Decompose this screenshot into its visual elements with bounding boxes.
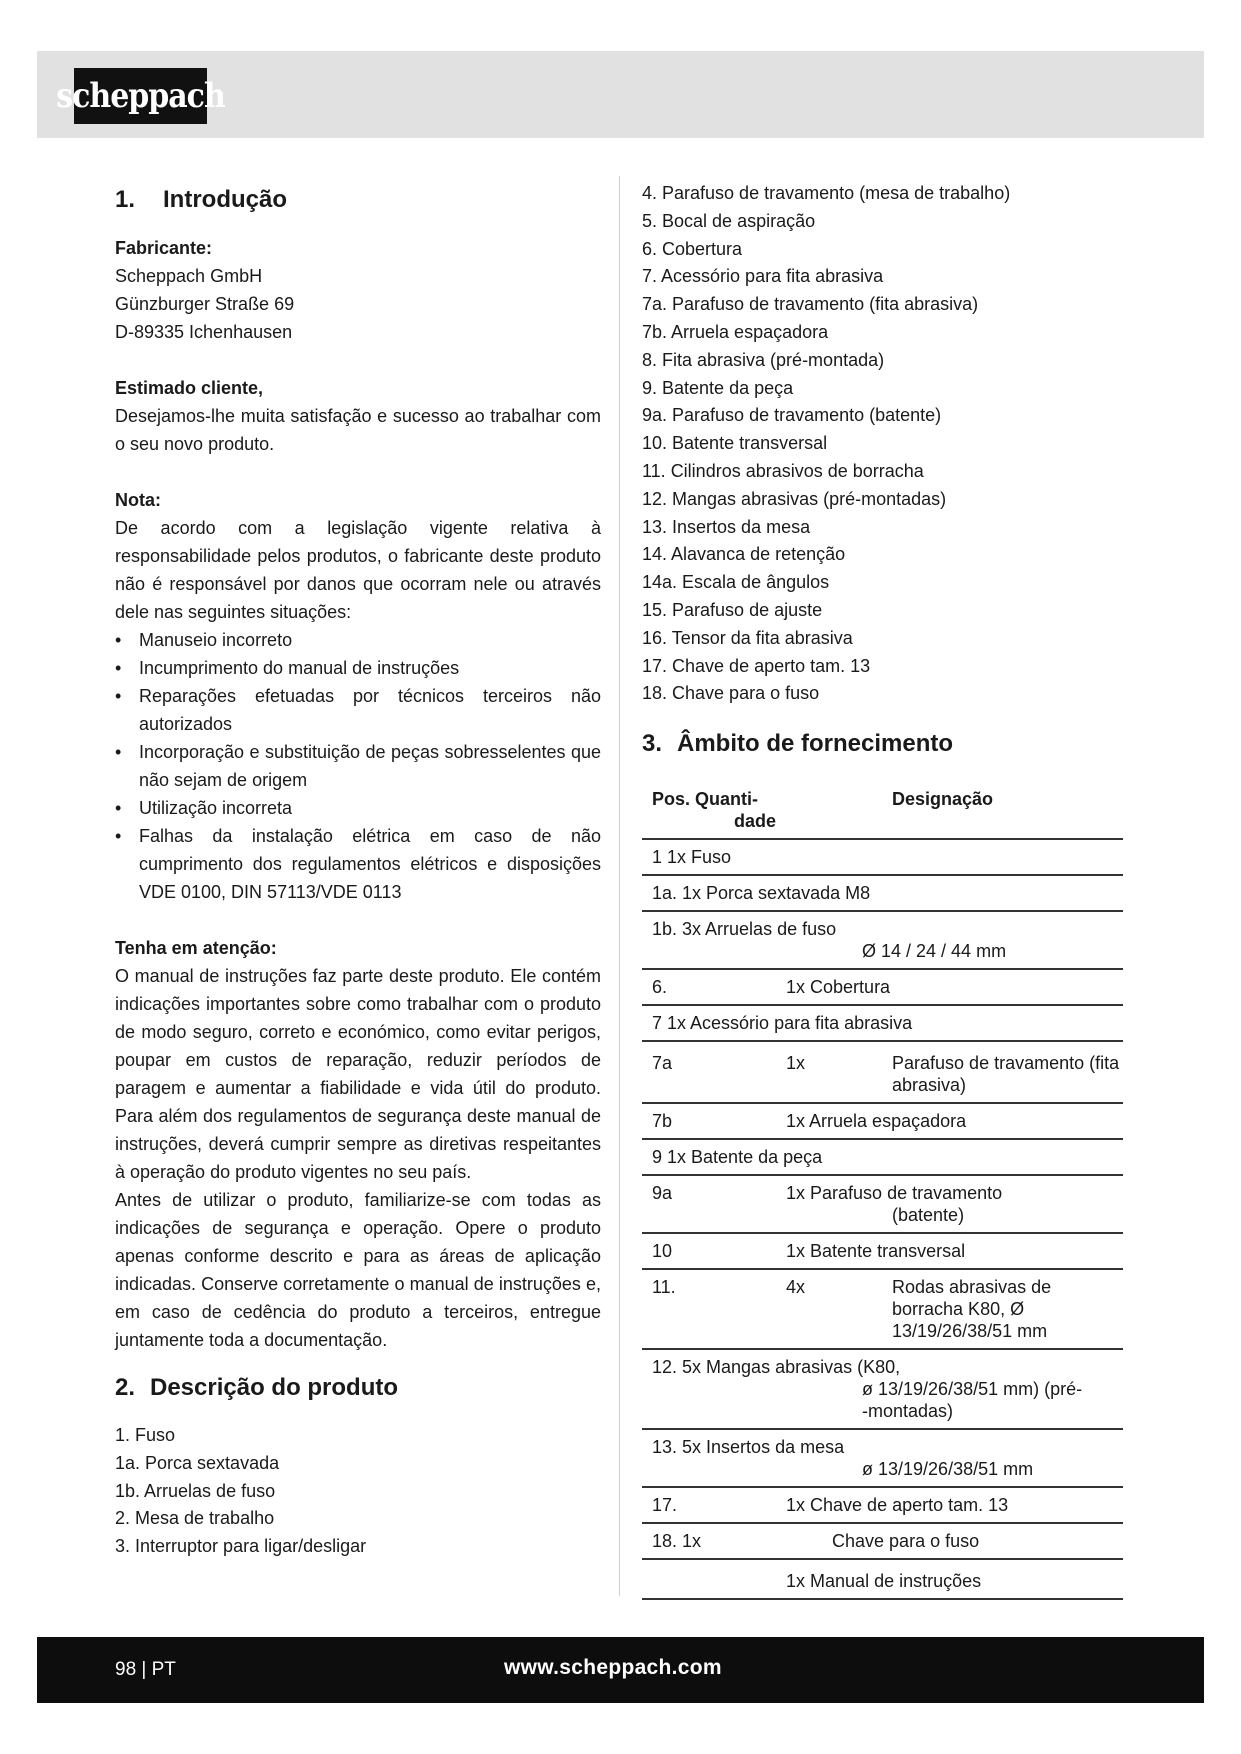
dear-customer-text: Desejamos-lhe muita satisfação e sucesso ao trabalhar com o seu novo produto. bbox=[115, 406, 601, 454]
part-item: 12. Mangas abrasivas (pré-montadas) bbox=[642, 488, 947, 509]
table-row: 11. 4x Rodas abrasivas de borracha K80, Ø 13/19/26/38/51 mm bbox=[642, 1269, 1123, 1349]
part-item: 14. Alavanca de retenção bbox=[642, 544, 846, 565]
part-item: 5. Bocal de aspiração bbox=[642, 210, 816, 231]
part-item: 6. Cobertura bbox=[642, 238, 743, 259]
column-divider bbox=[619, 176, 620, 1596]
attention-text: O manual de instruções faz parte deste produto. Ele contém indicações importantes sobre como trabalhar com o produto de modo seguro, correto e económico, como evitar perigos, poupar em custos de reparação, reduzir períodos de paragem e aumentar a fiabilidade e vida útil do produto. Para além dos regulamentos de segurança deste manual de instruções, deverá cumprir sempre as diretivas respeitantes à operação do produto vigentes no seu país. bbox=[115, 966, 601, 1182]
page-number: 98 | PT bbox=[115, 1659, 176, 1680]
manufacturer-line: Günzburger Straße 69 bbox=[115, 294, 295, 314]
part-item: 1. Fuso bbox=[115, 1425, 176, 1445]
website-link[interactable]: www.scheppach.com bbox=[504, 1656, 722, 1679]
manufacturer-line: Scheppach GmbH bbox=[115, 266, 263, 286]
part-item: 1a. Porca sextavada bbox=[115, 1452, 280, 1473]
table-row: 12. 5x Mangas abrasivas (K80, ø 13/19/26/38/51 mm) (pré- -montadas) bbox=[642, 1349, 1123, 1429]
part-item: 8. Fita abrasiva (pré-montada) bbox=[642, 349, 885, 370]
right-column bbox=[642, 180, 1123, 1600]
part-item: 9a. Parafuso de travamento (batente) bbox=[642, 405, 942, 426]
note-label: Nota: bbox=[115, 490, 161, 510]
table-row: 18. 1x Chave para o fuso bbox=[642, 1523, 1123, 1559]
part-item: 3. Interruptor para ligar/desligar bbox=[115, 1536, 367, 1557]
description-heading: 2. Descrição do produto bbox=[115, 1374, 399, 1401]
table-row: 10 1x Batente transversal bbox=[642, 1233, 1123, 1269]
part-item: 1b. Arruelas de fuso bbox=[115, 1480, 276, 1501]
table-row: 1 1x Fuso bbox=[642, 839, 1123, 875]
column-header-designation: Designação bbox=[892, 789, 994, 810]
bullet-item: • Utilização incorreta bbox=[115, 794, 601, 822]
table-row: 7a 1x Parafuso de travamento (fita abrasiva) bbox=[642, 1041, 1123, 1103]
part-item: 18. Chave para o fuso bbox=[642, 683, 820, 704]
header-bar bbox=[37, 51, 1204, 138]
table-row: 1x Manual de instruções bbox=[642, 1559, 1123, 1599]
table-row: 1a. 1x Porca sextavada M8 bbox=[642, 875, 1123, 911]
part-item: 16. Tensor da fita abrasiva bbox=[642, 627, 853, 648]
table-row: 9 1x Batente da peça bbox=[642, 1139, 1123, 1175]
part-item: 9. Batente da peça bbox=[642, 377, 794, 398]
attention-label: Tenha em atenção: bbox=[115, 938, 277, 958]
table-row: 1b. 3x Arruelas de fuso Ø 14 / 24 / 44 mm bbox=[642, 911, 1123, 969]
intro-heading: 1. Introdução bbox=[115, 186, 287, 213]
part-item: 7b. Arruela espaçadora bbox=[642, 321, 829, 342]
manufacturer-line: D-89335 Ichenhausen bbox=[115, 322, 293, 342]
part-item: 17. Chave de aperto tam. 13 bbox=[642, 655, 871, 676]
table-row: 17. 1x Chave de aperto tam. 13 bbox=[642, 1487, 1123, 1523]
table-row: 13. 5x Insertos da mesa ø 13/19/26/38/51 mm bbox=[642, 1429, 1123, 1487]
bullet-item: • Incorporação e substituição de peças sobresselentes que não sejam de origem bbox=[115, 738, 601, 794]
part-item: 11. Cilindros abrasivos de borracha bbox=[642, 460, 924, 481]
bullet-item: • Incumprimento do manual de instruções bbox=[115, 654, 601, 682]
attention-text: Antes de utilizar o produto, familiarize-se com todas as indicações de segurança e operação. Opere o produto apenas conforme descrito e para as áreas de aplicação indicadas. Conserve corretamente o manual de instruções e, em caso de cedência do produto a terceiros, entregue juntamente toda a documentação. bbox=[115, 1190, 601, 1350]
part-item: 14a. Escala de ângulos bbox=[642, 572, 830, 593]
part-item: 7. Acessório para fita abrasiva bbox=[642, 266, 884, 287]
left-column bbox=[115, 180, 601, 1561]
note-text: De acordo com a legislação vigente relativa à responsabilidade pelos produtos, o fabricante deste produto não é responsável por danos que ocorram nele ou através dele nas seguintes situações: bbox=[115, 518, 601, 622]
part-item: 4. Parafuso de travamento (mesa de trabalho) bbox=[642, 183, 1011, 203]
footer-bar bbox=[37, 1637, 1204, 1703]
bullet-item: • Falhas da instalação elétrica em caso de não cumprimento dos regulamentos elétricos e disposições VDE 0100, DIN 57113/VDE 0113 bbox=[115, 822, 601, 906]
table-row: 7b 1x Arruela espaçadora bbox=[642, 1103, 1123, 1139]
scheppach-logo: scheppach bbox=[74, 68, 207, 124]
part-item: 7a. Parafuso de travamento (fita abrasiva) bbox=[642, 294, 979, 315]
part-item: 15. Parafuso de ajuste bbox=[642, 599, 823, 620]
part-item: 2. Mesa de trabalho bbox=[115, 1508, 275, 1529]
part-item: 13. Insertos da mesa bbox=[642, 516, 811, 537]
liability-bullet-list bbox=[115, 626, 601, 906]
scope-of-delivery-table bbox=[642, 778, 1123, 1600]
bullet-item: • Reparações efetuadas por técnicos terceiros não autorizados bbox=[115, 682, 601, 738]
scope-heading: 3. Âmbito de fornecimento bbox=[642, 730, 954, 758]
column-header-pos: Pos. Quanti- dade bbox=[652, 789, 777, 832]
bullet-item: • Manuseio incorreto bbox=[115, 626, 601, 654]
table-row: 9a 1x Parafuso de travamento (batente) bbox=[642, 1175, 1123, 1233]
table-row: 7 1x Acessório para fita abrasiva bbox=[642, 1005, 1123, 1041]
table-row: 6. 1x Cobertura bbox=[642, 969, 1123, 1005]
manufacturer-label: Fabricante: bbox=[115, 238, 213, 258]
table-header-row bbox=[642, 778, 1123, 839]
dear-customer-label: Estimado cliente, bbox=[115, 378, 264, 398]
part-item: 10. Batente transversal bbox=[642, 433, 828, 454]
